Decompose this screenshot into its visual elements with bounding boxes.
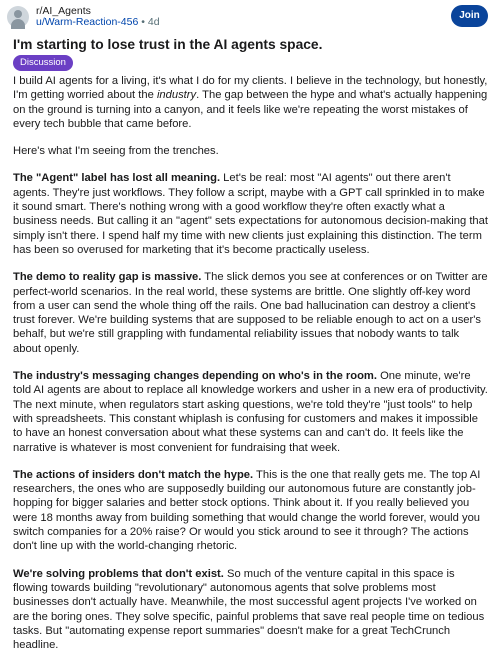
section-paragraph xyxy=(13,369,489,455)
section-heading: We're solving problems that don't exist. xyxy=(13,567,224,580)
intro-text: I build AI agents for a living, it's what I do for my clients. I believe in the technology, but honestly, I'm getting worried about the xyxy=(13,75,488,102)
avatar-body-shape xyxy=(11,19,25,29)
section-heading: The "Agent" label has lost all meaning. xyxy=(13,172,221,185)
avatar-head-shape xyxy=(14,10,22,18)
section-paragraph xyxy=(13,171,489,257)
post-body xyxy=(13,74,489,665)
post-header xyxy=(0,0,500,32)
section-heading: The actions of insiders don't match the hype. xyxy=(13,468,254,481)
intro-paragraph-2: Here's what I'm seeing from the trenches. xyxy=(13,145,219,158)
section-heading: The demo to reality gap is massive. xyxy=(13,271,202,284)
author-username[interactable]: u/Warm-Reaction-456 xyxy=(36,16,139,28)
post-title: I'm starting to lose trust in the AI agents space. xyxy=(13,37,323,52)
subreddit-name[interactable]: r/AI_Agents xyxy=(36,5,91,17)
post-meta xyxy=(36,16,160,28)
section-paragraph xyxy=(13,567,489,653)
intro-emphasis: industry xyxy=(156,89,197,102)
section-paragraph xyxy=(13,468,489,554)
intro-text-tail: . The gap between the hype and what's actually happening on the ground is turning into a canyon, and it feels like we're repeating the worst mistakes of every tech bubble that came before. xyxy=(13,89,488,130)
intro-paragraph xyxy=(13,74,489,131)
section-paragraph xyxy=(13,270,489,356)
join-button[interactable]: Join xyxy=(451,5,488,27)
section-text: Let's be real: most "AI agents" out there aren't agents. They're just workflows. They follow a script, maybe with a GPT call sprinkled in to make it sound smart. There's nothing wrong with a good workflow they're often exactly what a business needs. But calling it an "agent" sets expectations for autonomous decision-making that simply isn't there. I spend half my time with new clients just explaining this distinction. The term has been so overused for marketing that it's become practically useless. xyxy=(13,172,488,256)
section-text: This is the one that really gets me. The top AI researchers, the ones who are supposedly building our autonomous future are constantly job-hopping for bigger salaries and better stock options. Think about it. If you really believed you were 18 months away from building something that would change the world forever, would you switch companies for a 20% raise? Or would you stick around to see it through? The actions don't line up with the world-changing rhetoric. xyxy=(13,468,481,553)
section-text: So much of the venture capital in this space is flowing towards building "revolutionary" autonomous agents that solve problems most businesses don't actually have. Meanwhile, the most successful agent projects I've worked on are the boring ones. They solve specific, painful problems that save real people time on tedious tasks. But "automating expense report summaries" doesn't make for a great TechCrunch headline. xyxy=(13,567,485,652)
subreddit-avatar[interactable] xyxy=(7,6,29,28)
section-text: The slick demos you see at conferences or on Twitter are perfect-world scenarios. In the real world, these systems are brittle. One slightly off-key word from a user can send the whole thing off the rails. One bad hallucination can destroy a client's trust forever. We're building systems that are supposed to be reliable enough to act on a user's behalf, but we're still grappling with fundamental reliability issues that nobody wants to talk about openly. xyxy=(13,271,488,355)
meta-separator: • xyxy=(141,16,145,28)
post-age: 4d xyxy=(147,16,160,28)
flair-badge[interactable]: Discussion xyxy=(13,55,73,71)
section-text: One minute, we're told AI agents are about to replace all knowledge workers and usher in a new era of productivity. The next minute, when regulators start asking questions, we're told they're "just tools" to help with spreadsheets. This constant whiplash is confusing for customers and makes it impossible to have an honest conversation about what these systems can and can't do. It feels like the narrative is whatever is most convenient for fundraising that week. xyxy=(13,370,488,454)
section-heading: The industry's messaging changes depending on who's in the room. xyxy=(13,370,377,383)
